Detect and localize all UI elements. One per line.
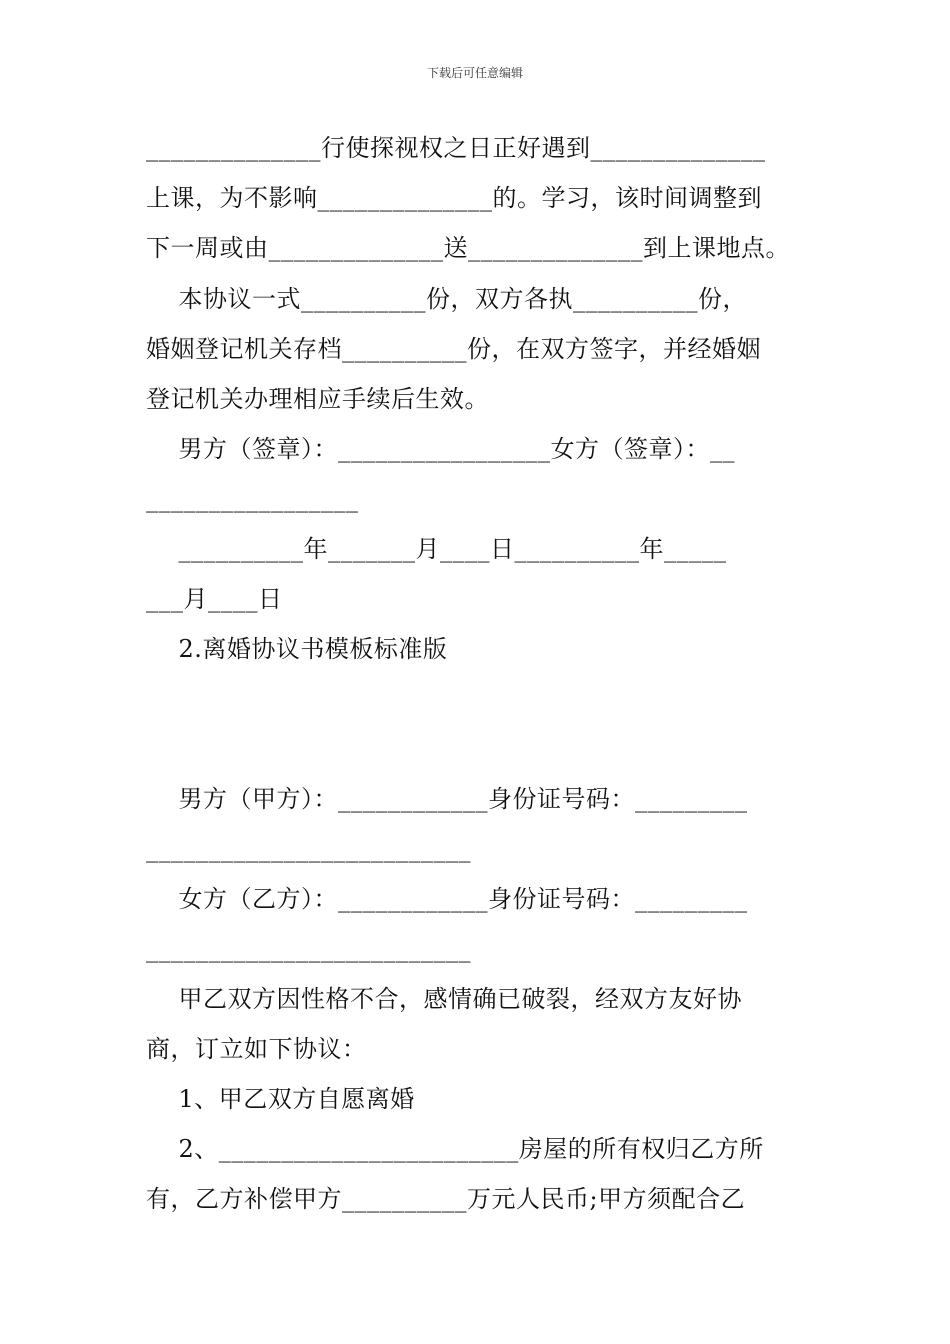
text-line: 2、________________________房屋的所有权归乙方所 [146, 1135, 764, 1163]
section-title: 2.离婚协议书模板标准版 [146, 635, 448, 663]
date-line: __________年_______月____日__________年_____ [146, 535, 727, 563]
page-header: 下载后可任意编辑 [426, 66, 523, 80]
text-line: 甲乙双方因性格不合，感情确已破裂，经双方友好协 [146, 985, 743, 1013]
signature-line: 男方（签章）：_________________女方（签章）：__ [146, 435, 736, 463]
text-line: 有，乙方补偿甲方__________万元人民币;甲方须配合乙 [146, 1185, 746, 1213]
text-line: 1、甲乙双方自愿离婚 [146, 1085, 415, 1113]
text-line: 登记机关办理相应手续后生效。 [146, 385, 489, 413]
party-line: 女方（乙方）：____________身份证号码：_________ [146, 885, 748, 913]
text-line: 商，订立如下协议： [146, 1035, 367, 1063]
text-line: 上课，为不影响______________的。学习，该时间调整到 [146, 184, 762, 212]
party-line: __________________________ [146, 935, 471, 963]
date-line: ___月____日 [146, 585, 283, 613]
signature-line: _________________ [146, 485, 359, 513]
party-line: __________________________ [146, 835, 471, 863]
text-line: ______________行使探视权之日正好遇到______________ [146, 134, 766, 162]
text-line: 本协议一式__________份，双方各执__________份， [146, 285, 748, 313]
party-line: 男方（甲方）：____________身份证号码：_________ [146, 785, 748, 813]
text-line: 下一周或由______________送______________到上课地点。 [146, 234, 790, 262]
text-line: 婚姻登记机关存档__________份，在双方签字，并经婚姻 [146, 335, 761, 363]
